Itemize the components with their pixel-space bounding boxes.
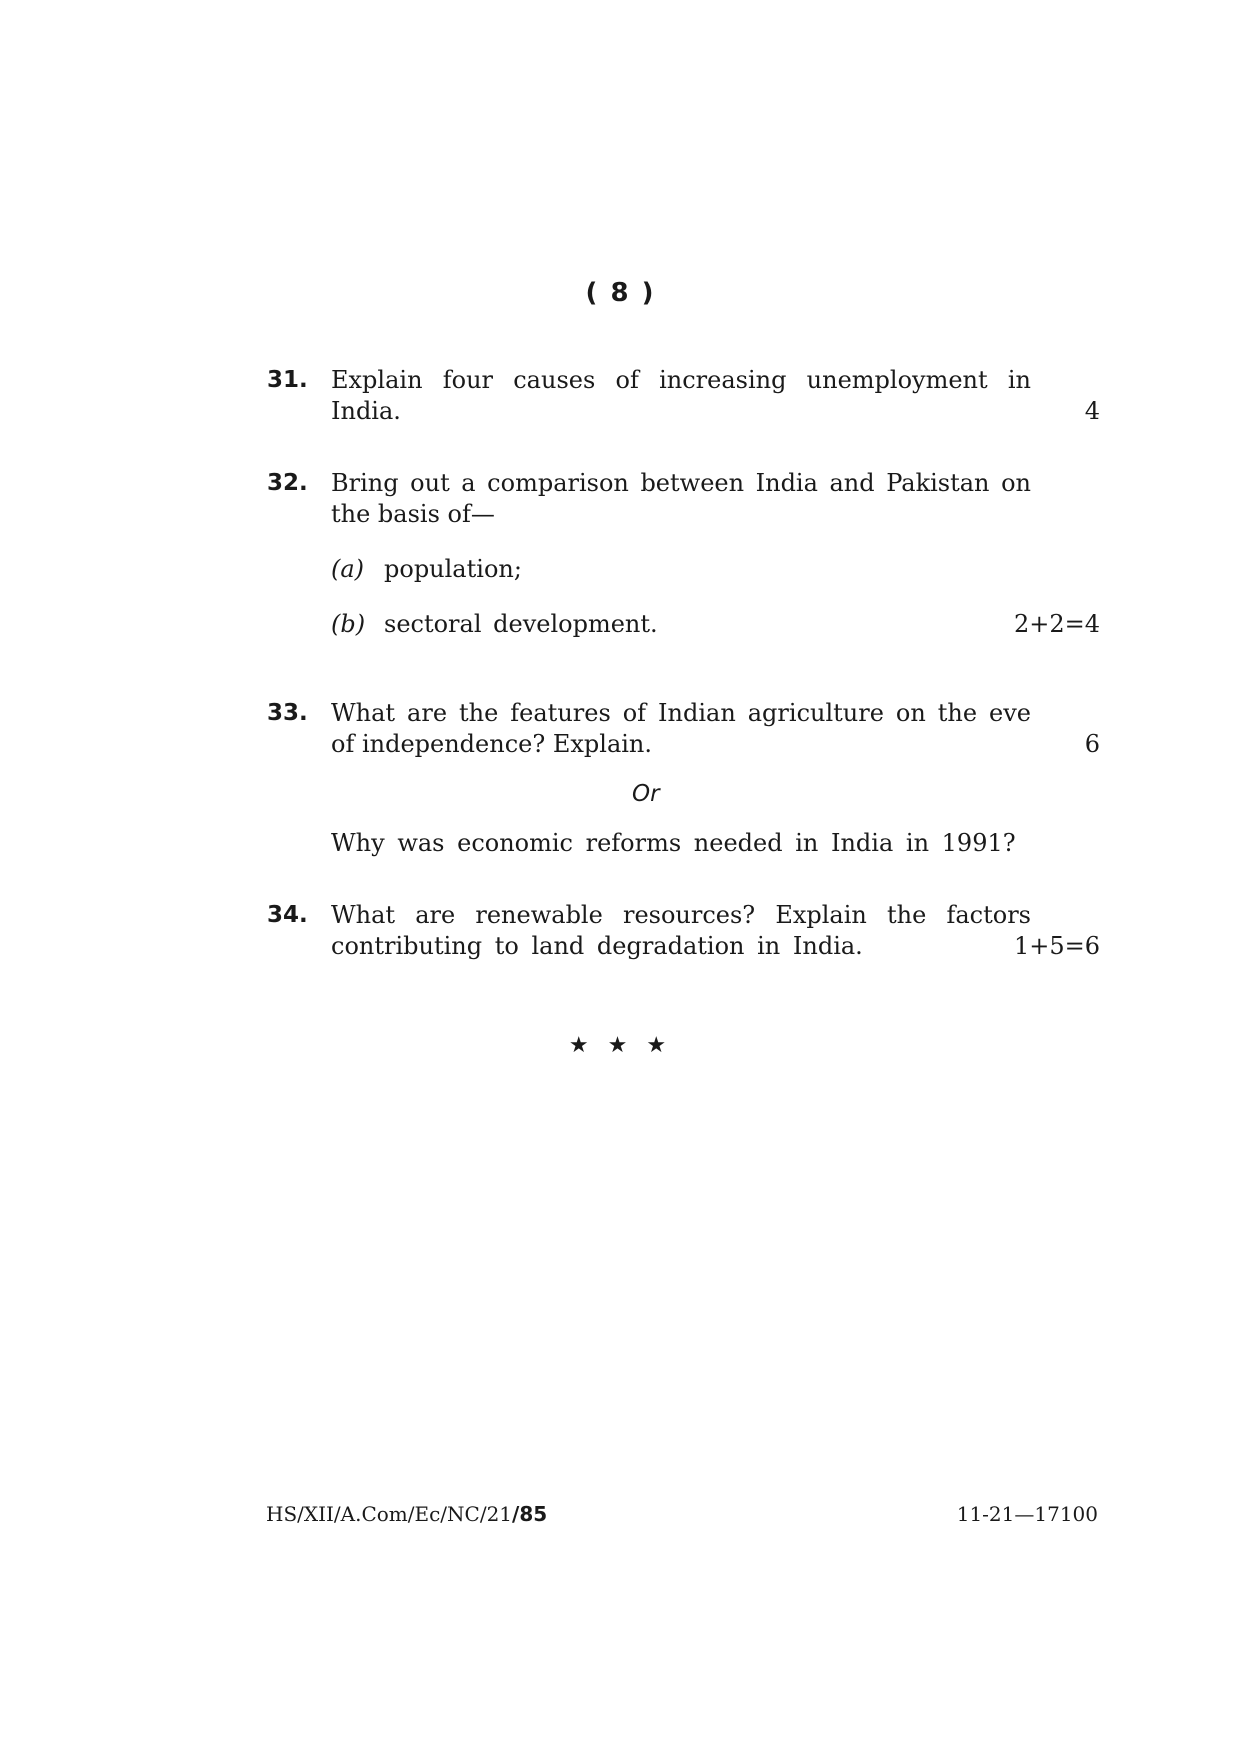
question-text-line: contributing to land degradation in India.: [331, 932, 863, 960]
sub-item-label: (a): [331, 555, 365, 583]
print-code: 11-21—17100: [956, 1502, 1098, 1526]
question-text-line: India.: [331, 397, 401, 425]
question-number: 33.: [267, 700, 308, 726]
question-text-line: What are the features of Indian agriculture on the eve: [331, 699, 1031, 727]
page-number: ( 8 ): [585, 278, 656, 308]
question-number: 31.: [267, 367, 308, 393]
sub-item-label: (b): [331, 610, 366, 638]
question-text-line: Explain four causes of increasing unemployment in: [331, 366, 1031, 394]
question-number: 34.: [267, 902, 308, 928]
sub-item-text: population;: [384, 555, 522, 583]
marks: 1+5=6: [1013, 932, 1100, 960]
alternative-question: Why was economic reforms needed in India in 1991?: [331, 829, 1016, 857]
paper-code: [266, 1502, 547, 1526]
marks: 2+2=4: [1013, 610, 1100, 638]
paper-code-suffix: /85: [512, 1502, 548, 1526]
question-text-line: Bring out a comparison between India and Pakistan on: [331, 469, 1031, 497]
question-text-line: the basis of—: [331, 500, 495, 528]
sub-item-text: sectoral development.: [384, 610, 658, 638]
paper-code-prefix: HS/XII/A.Com/Ec/NC/21: [266, 1502, 513, 1526]
question-text-line: of independence? Explain.: [331, 730, 653, 758]
marks: 6: [1084, 730, 1100, 758]
end-of-paper-mark: ★ ★ ★: [568, 1033, 673, 1058]
marks: 4: [1084, 397, 1100, 425]
question-number: 32.: [267, 470, 308, 496]
or-label: Or: [632, 781, 660, 807]
question-text-line: What are renewable resources? Explain the factors: [331, 901, 1031, 929]
